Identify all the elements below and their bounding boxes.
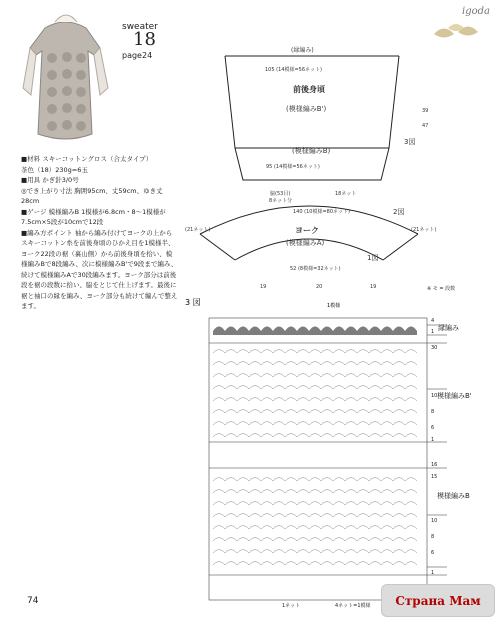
page-number: 74 [27,596,39,606]
chart-pattern-b-label: 模様編みB [437,492,470,500]
sweater-label: sweater [122,22,158,32]
tools-title: ■用具 [21,176,41,184]
row-label: 6 [431,550,435,556]
gauge-text: 模様編みB 1模様が6.8cm・8〜1模様が7.5cm×5段が10cmで12段 [21,207,166,226]
row-label: 6 [431,425,435,431]
pattern-b-label: (模様編みB) [292,147,331,155]
sweater-number: 18 [133,29,156,50]
body-title: 前後身頃 [293,85,325,94]
size-text: 胸囲95cm、丈59cm、ゆき丈28cm [21,186,163,205]
size-title: ◎でき上がり寸法 [21,186,73,195]
stitch-chart [185,297,495,611]
page-reference: page24 [122,51,153,60]
sweater-photo [10,8,122,148]
yoke-outer-right: (21ネット) [411,227,437,233]
row-label: 8 [431,534,435,540]
row-label: 30 [431,345,438,351]
tips-title: ■編み方ポイント [21,228,73,237]
chart-bottom-left: 1ネット [282,603,301,609]
dimension-19-right: 19 [370,284,377,290]
gauge-title: ■ゲージ [21,207,47,216]
row-label: 1 [431,329,435,335]
front-label: 脇(53目) [270,191,291,197]
brand-logo: igoda [462,6,490,17]
top-width: 105 (14模様=56ネット) [265,67,322,73]
chart-edge-label: 縁編み [438,324,459,332]
chart-top-count: 1模様 [327,303,341,309]
neck-width: 52 (8模様=32ネット) [290,266,341,272]
dimension-39: 39 [422,108,429,114]
front-label-2: 8ネット分 [269,198,293,204]
fig-2-label: 2図 [393,208,405,216]
construction-diagram [165,8,499,290]
dimension-47: 47 [422,123,429,129]
pattern-b-prime-label: (模様編みB') [286,105,327,113]
bottom-width: 95 (14模様=56ネット) [266,164,320,170]
tools-text: かぎ針3/0号 [42,176,79,184]
fig-1-label: 1図 [367,254,379,262]
row-label: 1 [431,570,435,576]
pattern-a-label: (模様編みA) [286,239,325,247]
chart-pattern-b-prime-label: 模様編みB' [437,392,472,400]
yoke-outer-left: (21ネット) [185,227,211,233]
chart-bottom-middle: 4ネット=1模様 [335,603,371,609]
row-label: 10 [431,518,438,524]
row-label: 15 [431,474,438,480]
neck-value: 18ネット [335,191,357,197]
row-label: 8 [431,409,435,415]
row-label: 1 [431,437,435,443]
watermark-badge: Страна Мам [381,584,495,617]
row-label: 10 [431,393,438,399]
dimension-20: 20 [316,284,323,290]
row-label: 4 [431,318,435,324]
materials-color-line: 茶色（18）230g=6玉 [21,165,88,174]
figure-3-title: 3 図 [185,298,201,307]
edge-label: (縁編み) [291,47,314,54]
materials-title: ■材料 [21,155,41,163]
yoke-title: ヨーク [295,226,319,235]
dimension-19-left: 19 [260,284,267,290]
row-label: 16 [431,462,438,468]
tips-text: 袖から編み付けてヨークの上からスキーコットン糸を前後身頃のひかえ目を1模様半、ヨーク22段の裾（裏山側）から前後身頃を拾い、模様編みBで8段編み、次に模様編みB'で9段まで編み、続けて模様編みAで30段編みます。ヨーク部分は前後段を裾の段数に拾い、脇をとじて仕上げます。最後に裾と袖口の縁を編み、ヨーク部分も続けて編んで整えます。 [21,228,178,310]
legend-note: ※ モ = 段数 [427,286,456,292]
yoke-width: 140 (10模様=80ネット) [293,209,350,215]
materials-notes [21,154,178,312]
materials-text: スキーコットングロス（合太タイプ） [42,155,153,163]
fig-3-label: 3図 [404,138,416,146]
